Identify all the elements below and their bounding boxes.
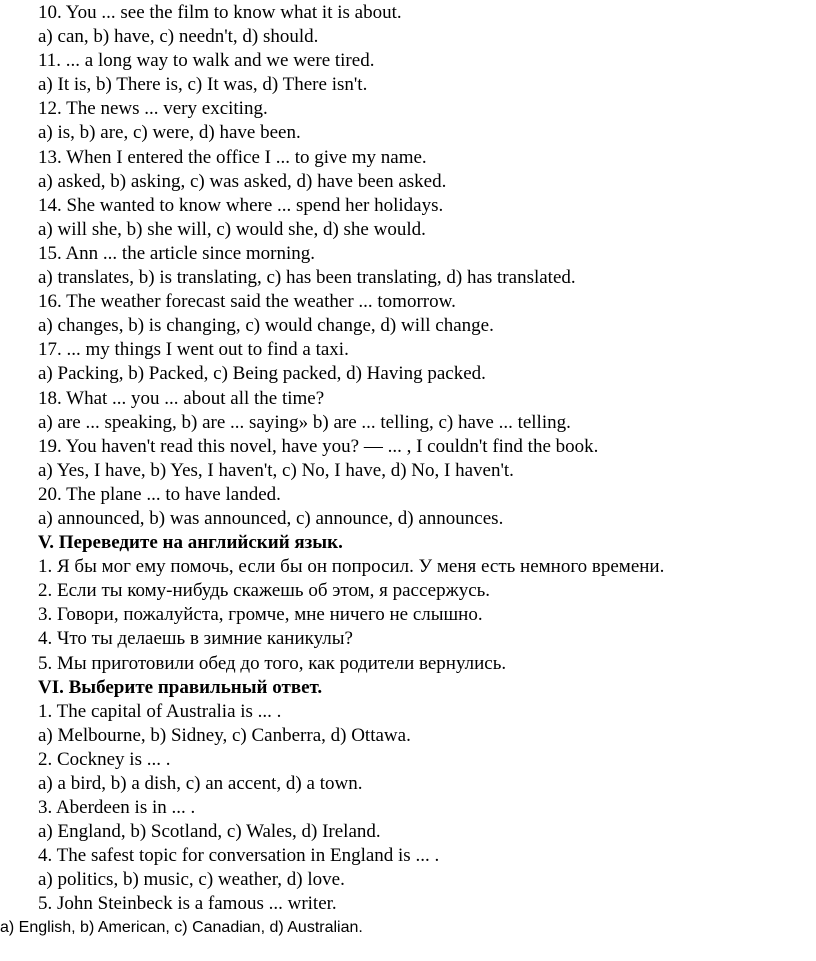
options-17: a) Packing, b) Packed, c) Being packed, d) Having packed. (38, 363, 486, 385)
translate-item-5: 5. Мы приготовили обед до того, как родители вернулись. (38, 652, 507, 674)
question-17: 17. ... my things I went out to find a taxi. (38, 339, 349, 361)
quiz-question-2: 2. Cockney is ... . (38, 748, 171, 770)
quiz-options-1: a) Melbourne, b) Sidney, c) Canberra, d) Ottawa. (38, 724, 411, 746)
options-12: a) is, b) are, c) were, d) have been. (38, 122, 301, 144)
question-13: 13. When I entered the office I ... to give my name. (38, 146, 427, 168)
options-20: a) announced, b) was announced, c) announce, d) announces. (38, 507, 504, 529)
question-14: 14. She wanted to know where ... spend her holidays. (38, 194, 444, 216)
question-10: 10. You ... see the film to know what it is about. (38, 2, 402, 23)
section-6-heading: VI. Выберите правильный ответ. (38, 676, 323, 698)
translate-item-4: 4. Что ты делаешь в зимние каникулы? (38, 628, 353, 650)
options-18: a) are ... speaking, b) are ... saying» b) are ... telling, c) have ... telling. (38, 411, 571, 433)
options-14: a) will she, b) she will, c) would she, d) she would. (38, 218, 426, 240)
quiz-options-3: a) England, b) Scotland, c) Wales, d) Ireland. (38, 821, 381, 843)
options-11: a) It is, b) There is, c) It was, d) There isn't. (38, 74, 368, 96)
options-10: a) can, b) have, c) needn't, d) should. (38, 26, 319, 48)
question-18: 18. What ... you ... about all the time? (38, 387, 325, 409)
quiz-options-2: a) a bird, b) a dish, c) an accent, d) a town. (38, 773, 363, 794)
section-5-heading: V. Переведите на английский язык. (38, 532, 343, 554)
quiz-question-1: 1. The capital of Australia is ... . (38, 700, 282, 722)
translate-item-1: 1. Я бы мог ему помочь, если бы он попросил. У меня есть немного времени. (38, 556, 665, 578)
quiz-question-5: 5. John Steinbeck is a famous ... writer. (38, 893, 337, 915)
quiz-question-3: 3. Aberdeen is in ... . (38, 797, 196, 819)
quiz-question-4: 4. The safest topic for conversation in England is ... . (38, 845, 440, 867)
translate-item-2: 2. Если ты кому-нибудь скажешь об этом, я рассержусь. (38, 580, 491, 602)
options-19: a) Yes, I have, b) Yes, I haven't, c) No, I have, d) No, I haven't. (38, 459, 514, 481)
document-page (38, 0, 808, 917)
question-12: 12. The news ... very exciting. (38, 98, 268, 120)
translate-item-3: 3. Говори, пожалуйста, громче, мне ничего не слышно. (38, 604, 483, 626)
question-16: 16. The weather forecast said the weather ... tomorrow. (38, 291, 456, 313)
options-16: a) changes, b) is changing, c) would change, d) will change. (38, 315, 494, 337)
quiz-options-5: a) English, b) American, c) Canadian, d) Australian. (0, 919, 363, 936)
question-19: 19. You haven't read this novel, have you? — ... , I couldn't find the book. (38, 435, 599, 457)
question-20: 20. The plane ... to have landed. (38, 483, 281, 505)
question-11: 11. ... a long way to walk and we were tired. (38, 50, 375, 72)
quiz-options-4: a) politics, b) music, c) weather, d) love. (38, 869, 345, 891)
options-15: a) translates, b) is translating, c) has been translating, d) has translated. (38, 267, 576, 289)
question-15: 15. Ann ... the article since morning. (38, 242, 316, 264)
options-13: a) asked, b) asking, c) was asked, d) have been asked. (38, 170, 447, 192)
